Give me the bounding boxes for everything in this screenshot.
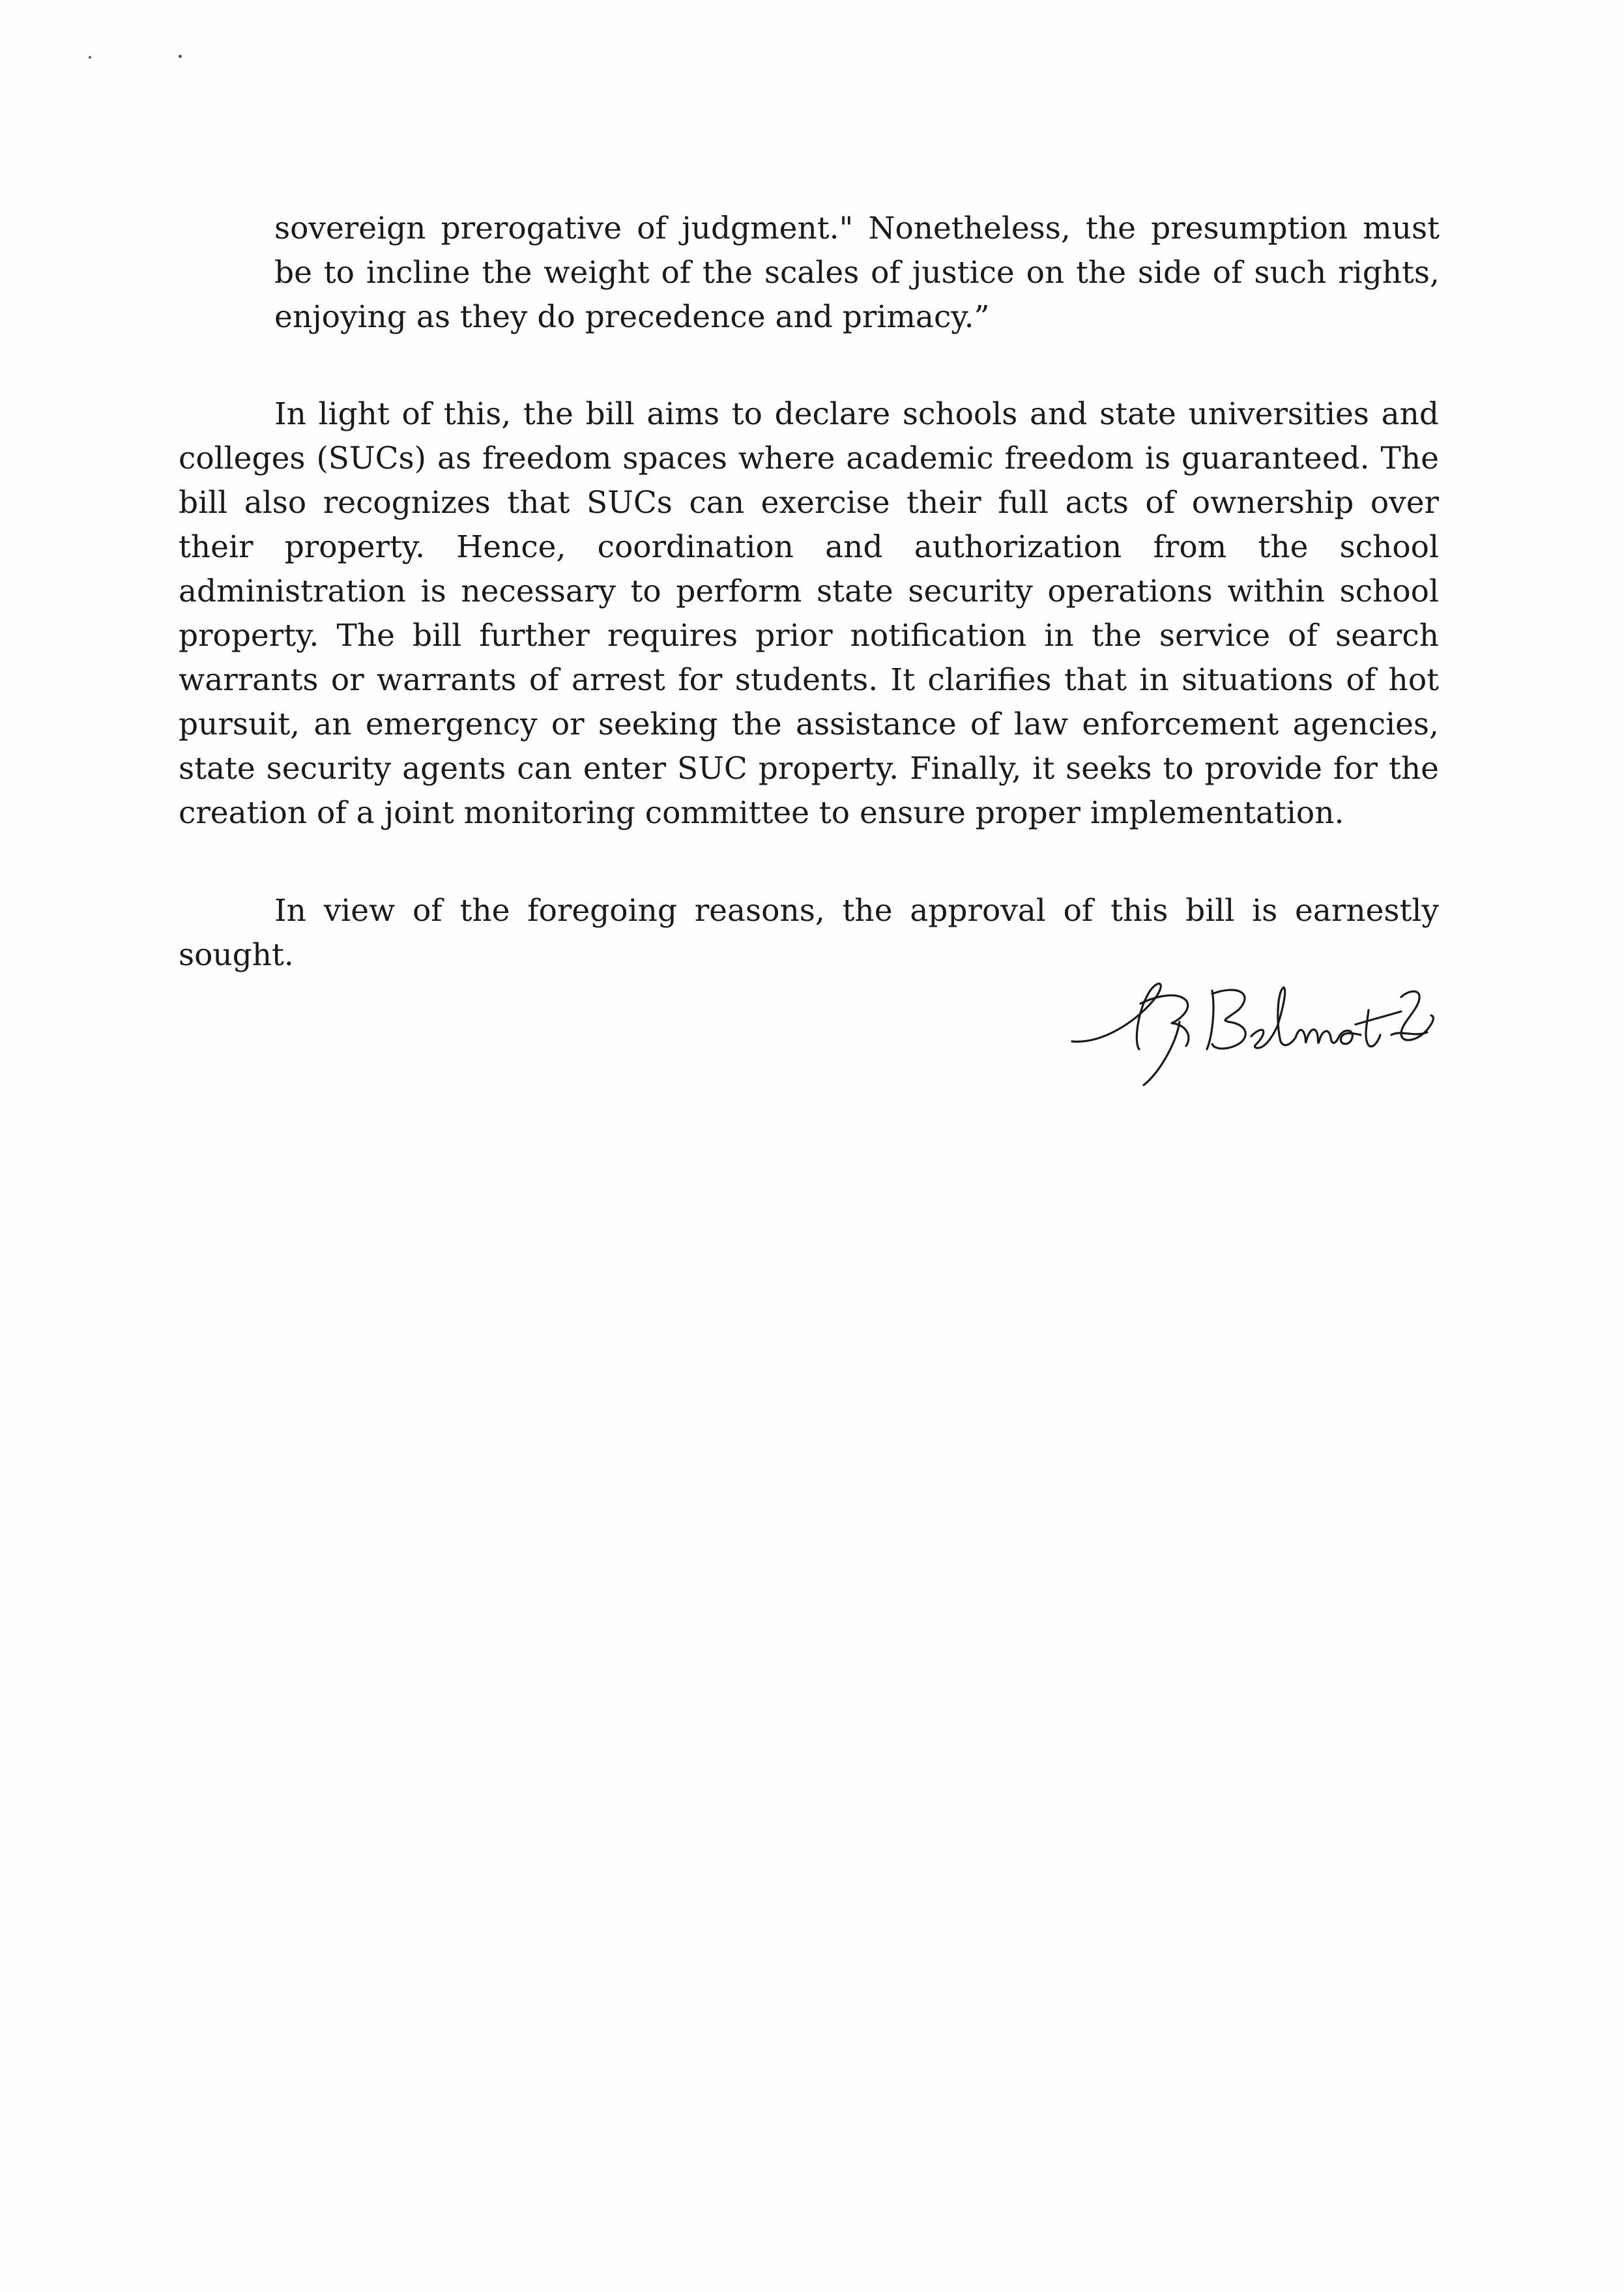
scan-speck — [89, 56, 91, 59]
closing-paragraph: In view of the foregoing reasons, the approval of this bill is earnestly sought. — [179, 893, 1439, 973]
body-paragraph: In light of this, the bill aims to declare schools and state universities and colleges (SUCs) as freedom spaces where academic freedom is guaranteed. The bill also recognizes that SUCs can exercise their full acts of ownership over their property. Hence, coordination and authorization from the school administration is necessary to perform state security operations within school property. The bill further requires prior notification in the service of search warrants or warrants of arrest for students. It clarifies that in situations of hot pursuit, an emergency or seeking the assistance of law enforcement agencies, state security agents can enter SUC property. Finally, it seeks to provide for the creation of a joint monitoring committee to ensure proper implementation. — [179, 396, 1439, 831]
scan-speck — [179, 55, 182, 58]
signature-icon — [1062, 965, 1466, 1088]
quote-continuation: sovereign prerogative of judgment." Nonetheless, the presumption must be to incline the weight of the scales of justice on the side of such rights, enjoying as they do precedence and primacy.” — [274, 210, 1440, 335]
